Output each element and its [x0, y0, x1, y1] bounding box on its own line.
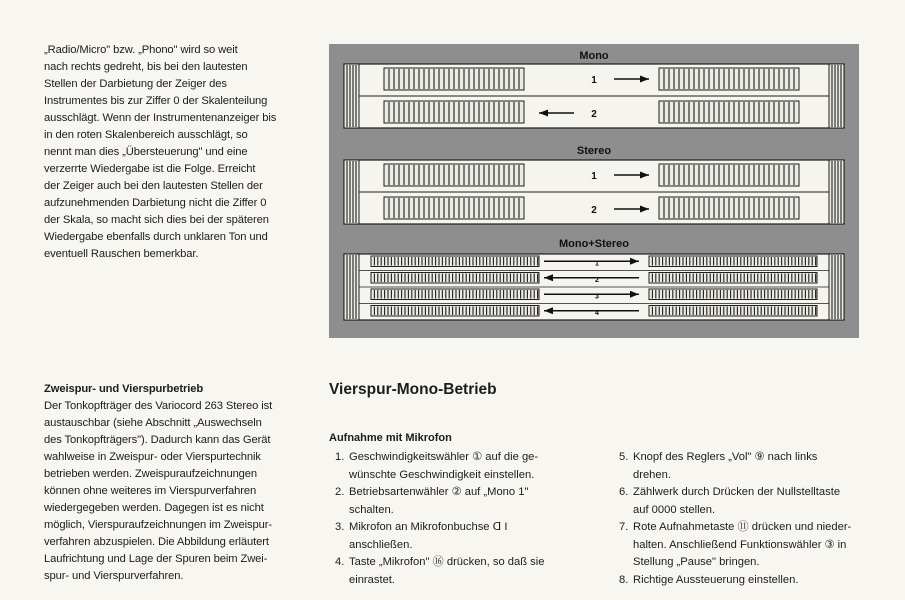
intro-line: in den roten Skalenbereich ausschlägt, so [44, 129, 248, 141]
intro-line: der Skala, so macht sich dies bei der späteren [44, 214, 269, 226]
intro-paragraph [44, 42, 314, 263]
mono-stereo-label: Mono+Stereo [559, 238, 629, 250]
step-text-line: Rote Aufnahmetaste ⑪ drücken und nieder- [633, 521, 852, 533]
step-text-line: wünschte Geschwindigkeit einstellen. [349, 468, 535, 481]
tape-hatch-block [829, 160, 844, 224]
zweispur-line: des Tonkopfträgers"). Dadurch kann das Gerät [44, 434, 271, 446]
stereo-track-2-label: 2 [591, 205, 597, 216]
zweispur-line: können ohne weiteres im Vierspurverfahren [44, 485, 257, 497]
tape-hatch-block [829, 254, 844, 320]
mono-track-2-label: 2 [591, 109, 597, 120]
step-number: 5. [619, 451, 629, 463]
step-text-line: Zählwerk durch Drücken der Nullstelltaste [633, 486, 841, 498]
tape-hatch-block [344, 254, 359, 320]
four-track-label: 1 [595, 260, 599, 268]
intro-line: Wiedergabe ebenfalls durch unklaren Ton und [44, 231, 268, 243]
zweispur-line: Laufrichtung und Lage der Spuren beim Zwei- [44, 553, 268, 565]
step-number: 3. [335, 521, 345, 533]
zweispur-line: Der Tonkopfträger des Variocord 263 Stereo ist [44, 400, 273, 412]
four-track-label: 2 [595, 276, 599, 284]
zweispur-line: austauschbar (siehe Abschnitt „Auswechseln [44, 417, 262, 429]
zweispur-line: betrieben werden. Zweispuraufzeichnungen [44, 468, 258, 480]
tape-track-diagram [329, 44, 859, 338]
step-number: 1. [335, 451, 345, 463]
step-text [349, 484, 528, 519]
tape-hatch-block [344, 64, 359, 128]
zweispur-line: spur- und Vierspurverfahren. [44, 570, 184, 582]
step-text-line: drehen. [633, 468, 671, 481]
step-text-line: Knopf des Reglers „Vol" ⑨ nach links [633, 451, 818, 463]
step-number: 8. [619, 573, 629, 586]
tape-hatch-lines [389, 69, 519, 89]
step-item [619, 449, 851, 484]
step-text-line: Stellung „Pause" bringen. [633, 556, 760, 568]
step-item [335, 449, 544, 484]
mono-label: Mono [579, 50, 609, 62]
step-text-line: einrastet. [349, 573, 396, 586]
zweispur-line: verfahren abzuspielen. Die Abbildung erläutert [44, 536, 269, 548]
four-track-label: 4 [595, 309, 599, 317]
steps-list-right [619, 449, 851, 589]
stereo-track-1-label: 1 [591, 171, 597, 182]
zweispur-heading: Zweispur- und Vierspurbetrieb [44, 383, 204, 395]
tape-hatch-lines [389, 102, 519, 122]
intro-line: ausschlägt. Wenn der Instrumentenanzeiger bis [44, 112, 277, 124]
step-item [619, 572, 851, 590]
zweispur-line: möglich, Vierspuraufzeichnungen im Zweispur- [44, 519, 272, 531]
step-item [335, 519, 544, 554]
section-title: Vierspur-Mono-Betrieb [329, 381, 497, 398]
step-text-line: Richtige Aussteuerung einstellen. [633, 573, 799, 586]
intro-line: der Zeiger auch bei den lautesten Stellen der [44, 180, 263, 192]
step-text-line: Geschwindigkeitswähler ① auf die ge- [349, 451, 539, 463]
step-text [633, 484, 840, 519]
intro-line: „Radio/Micro" bzw. „Phono" wird so weit [44, 44, 238, 56]
step-text-line: anschließen. [349, 538, 413, 551]
tape-hatch-block [829, 64, 844, 128]
step-text-line: Taste „Mikrofon" ⑯ drücken, so daß sie [349, 556, 545, 568]
step-text-line: schalten. [349, 503, 394, 516]
step-text [633, 449, 817, 484]
tape-hatch-lines [664, 69, 794, 89]
step-text-line: Betriebsartenwähler ② auf „Mono 1" [349, 486, 529, 498]
stereo-label: Stereo [576, 145, 612, 157]
tape-hatch-lines [664, 165, 794, 185]
tape-hatch-lines [664, 102, 794, 122]
step-text [349, 449, 538, 484]
step-item [619, 519, 851, 572]
intro-line: eventuell Rauschen bemerkbar. [44, 248, 199, 260]
zweispur-line: wiedergegeben werden. Dagegen ist es nicht [44, 502, 264, 514]
step-text-line: halten. Anschließend Funktionswähler ③ in [633, 538, 847, 551]
intro-line: Stellen der Darbietung der Zeiger des [44, 78, 227, 90]
step-item [335, 554, 544, 589]
four-track-label: 3 [595, 293, 599, 301]
step-text-line: Mikrofon an Mikrofonbuchse ᗡ I [349, 521, 508, 533]
step-item [335, 484, 544, 519]
step-text [633, 572, 798, 590]
step-number: 4. [335, 556, 345, 568]
step-text [349, 554, 544, 589]
step-number: 7. [619, 521, 629, 533]
intro-line: nach rechts gedreht, bis bei den lautesten [44, 61, 248, 73]
step-text [349, 519, 507, 554]
step-number: 2. [335, 486, 345, 498]
mono-track-1-label: 1 [591, 75, 597, 86]
step-text [633, 519, 851, 572]
step-number: 6. [619, 486, 629, 498]
intro-line: Instrumentes bis zur Ziffer 0 der Skalenteilung [44, 95, 268, 107]
step-item [619, 484, 851, 519]
zweispur-section [44, 381, 314, 585]
tape-hatch-lines [664, 198, 794, 218]
tape-hatch-lines [389, 198, 519, 218]
tape-hatch-block [344, 160, 359, 224]
step-text-line: auf 0000 stellen. [633, 503, 716, 516]
zweispur-line: wahlweise in Zweispur- oder Vierspurtechnik [44, 451, 261, 463]
tape-hatch-lines [389, 165, 519, 185]
intro-line: verzerrte Wiedergabe ist die Folge. Erreicht [44, 163, 256, 175]
intro-line: aufzunehmenden Darbietung nicht die Ziffer 0 [44, 197, 267, 209]
intro-line: nennt man dies „Übersteuerung" und eine [44, 146, 248, 158]
steps-list-left [335, 449, 544, 589]
mikrofon-subheading: Aufnahme mit Mikrofon [329, 432, 452, 444]
